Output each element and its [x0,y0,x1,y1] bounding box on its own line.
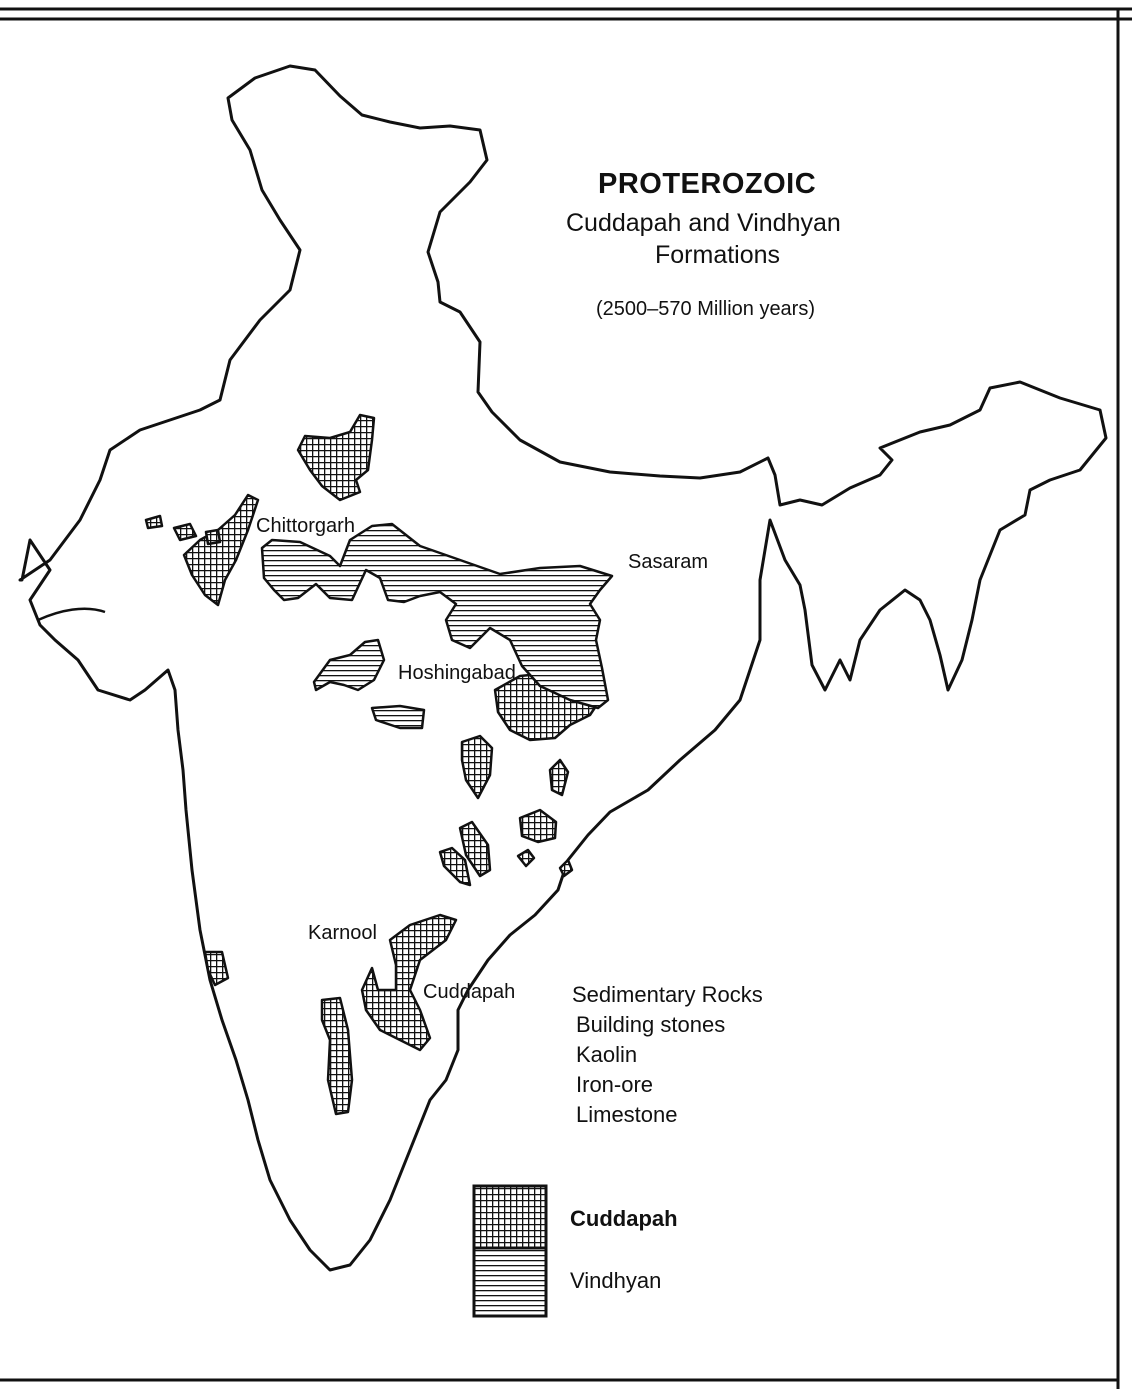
map-title: PROTEROZOIC [598,168,817,200]
place-label-karnool: Karnool [308,922,377,944]
place-label-hoshingabad: Hoshingabad [398,662,516,684]
map-subtitle-line1: Cuddapah and Vindhyan [566,209,841,237]
rocks-item: Iron-ore [576,1072,654,1097]
legend-swatch-cuddapah [474,1186,546,1248]
rocks-item: Limestone [576,1102,678,1127]
rocks-heading: Sedimentary Rocks [572,982,763,1007]
rocks-item: Building stones [576,1012,726,1037]
place-label-sasaram: Sasaram [628,551,709,573]
cuddapah-patch-small-west3 [206,530,220,544]
rocks-item: Kaolin [576,1042,638,1067]
place-label-chittorgarh: Chittorgarh [256,515,355,537]
legend-label-cuddapah: Cuddapah [570,1206,678,1231]
place-label-cuddapah: Cuddapah [423,981,516,1003]
legend-swatches [474,1186,546,1316]
map-period: (2500–570 Million years) [596,298,816,320]
map-subtitle-line2: Formations [655,241,781,269]
rocks-list [572,980,763,1130]
legend-label-vindhyan: Vindhyan [570,1268,662,1293]
legend-swatch-vindhyan [474,1248,546,1316]
